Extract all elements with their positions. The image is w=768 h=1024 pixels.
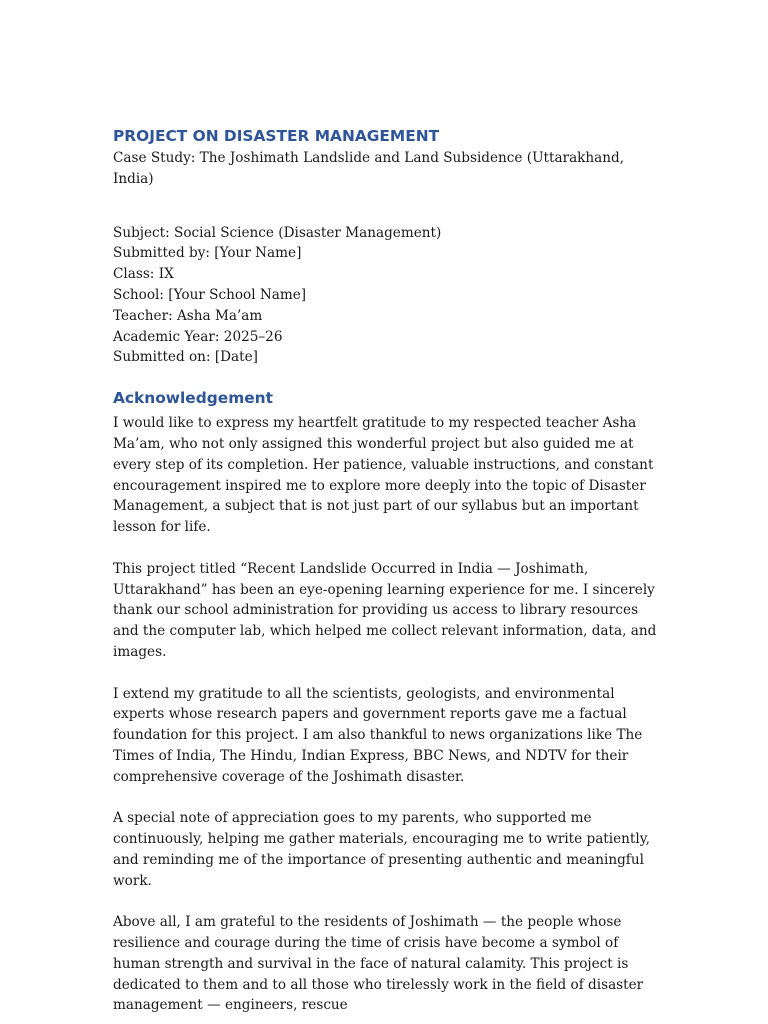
acknowledgement-heading: Acknowledgement: [113, 389, 273, 408]
meta-school: School: [Your School Name]: [113, 286, 307, 303]
meta-subject: Subject: Social Science (Disaster Management): [113, 224, 442, 241]
document-subtitle: Case Study: The Joshimath Landslide and Land Subsidence (Uttarakhand, India): [113, 150, 625, 187]
acknowledgement-paragraph: A special note of appreciation goes to my parents, who supported me continuously, helping me gather materials, encouraging me to write patiently, and reminding me of the importance of presenting authentic and meaningful work.: [113, 810, 650, 889]
meta-teacher: Teacher: Asha Ma’am: [113, 307, 263, 324]
acknowledgement-paragraph: This project titled “Recent Landslide Occurred in India — Joshimath, Uttarakhand” has been an eye-opening learning experience for me. I sincerely thank our school administration for providing us access to library resources and the computer lab, which helped me collect relevant information, data, and images.: [113, 560, 657, 660]
meta-submitted-by: Submitted by: [Your Name]: [113, 245, 302, 262]
meta-class: Class: IX: [113, 266, 174, 283]
document-title: PROJECT ON DISASTER MANAGEMENT: [113, 127, 440, 145]
meta-academic-year: Academic Year: 2025–26: [113, 328, 283, 345]
project-details: [113, 223, 663, 369]
acknowledgement-paragraph: I extend my gratitude to all the scientists, geologists, and environmental experts whose research papers and government reports gave me a factual foundation for this project. I am also thankful to news organizations like The Times of India, The Hindu, Indian Express, BBC News, and NDTV for their comprehensive coverage of the Joshimath disaster.: [113, 685, 643, 785]
document-body: [113, 126, 663, 1016]
meta-submitted-on: Submitted on: [Date]: [113, 349, 258, 366]
acknowledgement-paragraph: Above all, I am grateful to the residents of Joshimath — the people whose resilience and courage during the time of crisis have become a symbol of human strength and survival in the face of natural calamity. This project is dedicated to them and to all those who tirelessly work in the field of disaster management — engineers, rescue: [113, 914, 644, 1014]
acknowledgement-paragraph: I would like to express my heartfelt gratitude to my respected teacher Asha Ma’am, who not only assigned this wonderful project but also guided me at every step of its completion. Her patience, valuable instructions, and constant encouragement inspired me to explore more deeply into the topic of Disaster Management, a subject that is not just part of our syllabus but an important lesson for life.: [113, 415, 654, 536]
